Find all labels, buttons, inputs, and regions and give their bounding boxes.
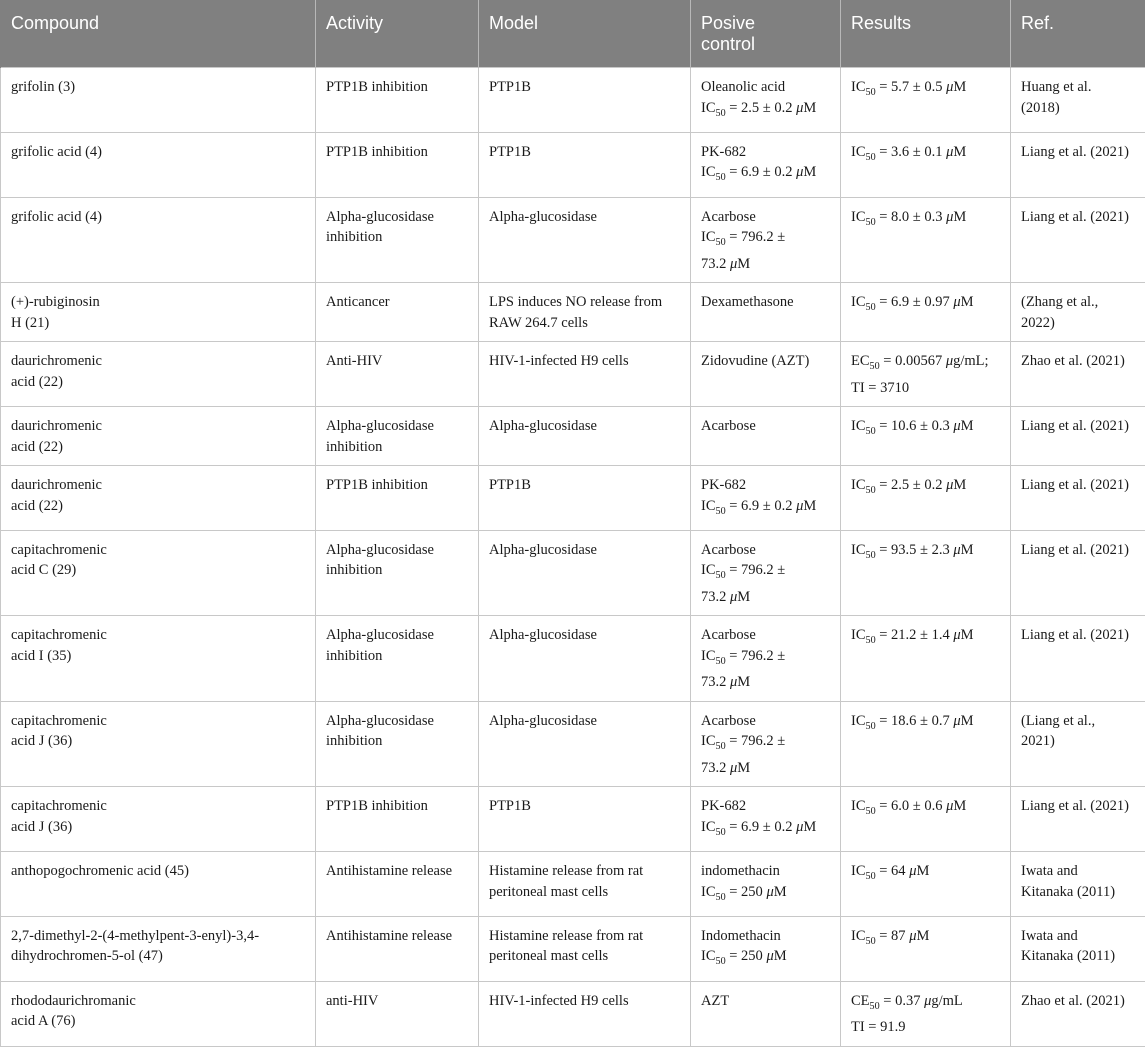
cell-ref: [1011, 466, 1145, 531]
cell-activity: [316, 916, 479, 981]
cell-activity-line: inhibition: [326, 227, 470, 248]
cell-ref-line: Liang et al. (2021): [1021, 625, 1137, 646]
table-row: [1, 68, 1145, 133]
cell-activity-line: Anti-HIV: [326, 351, 470, 372]
header-activity: Activity: [316, 0, 479, 68]
cell-ref-line: (Liang et al.,: [1021, 711, 1137, 732]
cell-activity: [316, 342, 479, 407]
cell-model-line: Alpha-glucosidase: [489, 207, 682, 228]
cell-results: [841, 701, 1011, 786]
cell-activity-line: Alpha-glucosidase: [326, 711, 470, 732]
table-row: [1, 787, 1145, 852]
cell-model: [479, 407, 691, 466]
cell-positive-control: [691, 68, 841, 133]
cell-positive-control-line: 73.2 μM: [701, 587, 832, 608]
cell-results: [841, 132, 1011, 197]
cell-results: [841, 616, 1011, 701]
cell-model-line: Alpha-glucosidase: [489, 711, 682, 732]
cell-model: [479, 916, 691, 981]
cell-positive-control-line: Dexamethasone: [701, 292, 832, 313]
cell-model: [479, 530, 691, 615]
cell-activity: [316, 616, 479, 701]
cell-compound: [1, 68, 316, 133]
cell-ref-line: Iwata and: [1021, 926, 1137, 947]
cell-compound-line: anthopogochromenic acid (45): [11, 861, 307, 882]
cell-results: [841, 787, 1011, 852]
cell-compound-line: 2,7-dimethyl-2-(4-methylpent-3-enyl)-3,4-: [11, 926, 307, 947]
cell-compound-line: grifolic acid (4): [11, 207, 307, 228]
cell-ref-line: Liang et al. (2021): [1021, 475, 1137, 496]
cell-model: [479, 616, 691, 701]
cell-positive-control: [691, 132, 841, 197]
table-body: [1, 68, 1145, 1047]
cell-positive-control: [691, 981, 841, 1046]
cell-positive-control-line: $IC_{50} = 6.9 \pm 0.2$ μM: [701, 817, 832, 843]
cell-ref-line: 2022): [1021, 313, 1137, 334]
cell-compound-line: acid J (36): [11, 731, 307, 752]
cell-positive-control-line: Acarbose: [701, 416, 832, 437]
cell-positive-control-line: PK-682: [701, 475, 832, 496]
cell-positive-control-line: AZT: [701, 991, 832, 1012]
cell-ref-line: Liang et al. (2021): [1021, 142, 1137, 163]
table-row: [1, 283, 1145, 342]
cell-results-line: $IC_{50} = 21.2 \pm 1.4$ μM: [851, 625, 1002, 651]
cell-results-line: $IC_{50} = 2.5 \pm 0.2$ μM: [851, 475, 1002, 501]
cell-results-line: $CE_{50} = 0.37$ μg/mL: [851, 991, 1002, 1017]
cell-ref: [1011, 197, 1145, 282]
cell-positive-control: [691, 530, 841, 615]
cell-compound-line: capitachromenic: [11, 796, 307, 817]
cell-ref-line: Zhao et al. (2021): [1021, 991, 1137, 1012]
cell-model: [479, 787, 691, 852]
cell-activity: [316, 197, 479, 282]
cell-results: [841, 530, 1011, 615]
cell-positive-control: [691, 916, 841, 981]
cell-positive-control: [691, 466, 841, 531]
cell-compound: [1, 787, 316, 852]
cell-results-line: $IC_{50} = 18.6 \pm 0.7$ μM: [851, 711, 1002, 737]
cell-ref: [1011, 342, 1145, 407]
cell-compound-line: acid J (36): [11, 817, 307, 838]
cell-compound: [1, 466, 316, 531]
cell-activity-line: anti-HIV: [326, 991, 470, 1012]
cell-activity: [316, 852, 479, 917]
cell-activity-line: Alpha-glucosidase: [326, 207, 470, 228]
cell-ref: [1011, 68, 1145, 133]
cell-model: [479, 342, 691, 407]
cell-positive-control-line: Oleanolic acid: [701, 77, 832, 98]
cell-positive-control-line: $IC_{50} = 250$ μM: [701, 946, 832, 972]
cell-compound-line: acid (22): [11, 437, 307, 458]
cell-model-line: LPS induces NO release from: [489, 292, 682, 313]
table-row: [1, 530, 1145, 615]
cell-model-line: Alpha-glucosidase: [489, 416, 682, 437]
cell-positive-control-line: $IC_{50} = 2.5 \pm 0.2$ μM: [701, 98, 832, 124]
header-model: Model: [479, 0, 691, 68]
cell-model-line: PTP1B: [489, 796, 682, 817]
header-positive-control-line: control: [701, 34, 832, 55]
cell-positive-control-line: $IC_{50} = 796.2$ ±: [701, 646, 832, 672]
cell-positive-control: [691, 787, 841, 852]
cell-activity-line: PTP1B inhibition: [326, 142, 470, 163]
table-row: [1, 916, 1145, 981]
cell-positive-control: [691, 283, 841, 342]
cell-positive-control: [691, 407, 841, 466]
cell-results-line: $IC_{50} = 3.6 \pm 0.1$ μM: [851, 142, 1002, 168]
table-row: [1, 466, 1145, 531]
cell-results: [841, 68, 1011, 133]
cell-ref: [1011, 787, 1145, 852]
cell-ref-line: Liang et al. (2021): [1021, 796, 1137, 817]
cell-positive-control: [691, 197, 841, 282]
table-row: [1, 132, 1145, 197]
cell-compound-line: acid C (29): [11, 560, 307, 581]
cell-compound-line: capitachromenic: [11, 625, 307, 646]
cell-model-line: PTP1B: [489, 142, 682, 163]
cell-positive-control: [691, 701, 841, 786]
cell-compound-line: (+)-rubiginosin: [11, 292, 307, 313]
cell-results: [841, 916, 1011, 981]
cell-compound-line: H (21): [11, 313, 307, 334]
cell-activity-line: Alpha-glucosidase: [326, 540, 470, 561]
cell-positive-control-line: $IC_{50} = 250$ μM: [701, 882, 832, 908]
table-header: [1, 0, 1145, 68]
cell-compound-line: daurichromenic: [11, 351, 307, 372]
cell-results-line: $IC_{50} = 6.9 \pm 0.97$ μM: [851, 292, 1002, 318]
cell-compound: [1, 342, 316, 407]
cell-results: [841, 852, 1011, 917]
cell-positive-control-line: Acarbose: [701, 711, 832, 732]
table-row: [1, 197, 1145, 282]
cell-results-line: $IC_{50} = 93.5 \pm 2.3$ μM: [851, 540, 1002, 566]
cell-results-line: $IC_{50} = 8.0 \pm 0.3$ μM: [851, 207, 1002, 233]
cell-model-line: Alpha-glucosidase: [489, 540, 682, 561]
cell-compound-line: daurichromenic: [11, 475, 307, 496]
cell-positive-control-line: Acarbose: [701, 207, 832, 228]
header-row: [1, 0, 1145, 68]
cell-results: [841, 342, 1011, 407]
cell-activity-line: inhibition: [326, 560, 470, 581]
cell-positive-control-line: Zidovudine (AZT): [701, 351, 832, 372]
cell-activity-line: Antihistamine release: [326, 861, 470, 882]
cell-results: [841, 466, 1011, 531]
cell-ref: [1011, 132, 1145, 197]
table-row: [1, 981, 1145, 1046]
cell-model-line: RAW 264.7 cells: [489, 313, 682, 334]
cell-positive-control-line: Acarbose: [701, 625, 832, 646]
table-row: [1, 616, 1145, 701]
cell-activity-line: PTP1B inhibition: [326, 475, 470, 496]
cell-positive-control-line: 73.2 μM: [701, 672, 832, 693]
cell-activity: [316, 701, 479, 786]
cell-activity-line: inhibition: [326, 437, 470, 458]
cell-compound: [1, 197, 316, 282]
table-row: [1, 852, 1145, 917]
cell-model: [479, 132, 691, 197]
cell-ref-line: 2021): [1021, 731, 1137, 752]
cell-compound: [1, 530, 316, 615]
cell-activity-line: Antihistamine release: [326, 926, 470, 947]
table-row: [1, 701, 1145, 786]
cell-ref-line: Liang et al. (2021): [1021, 540, 1137, 561]
cell-activity-line: inhibition: [326, 731, 470, 752]
cell-activity: [316, 981, 479, 1046]
cell-compound: [1, 916, 316, 981]
table-row: [1, 407, 1145, 466]
cell-compound-line: acid A (76): [11, 1011, 307, 1032]
cell-positive-control-line: PK-682: [701, 142, 832, 163]
header-compound: Compound: [1, 0, 316, 68]
cell-results: [841, 283, 1011, 342]
cell-activity: [316, 68, 479, 133]
cell-results-line: $IC_{50} = 10.6 \pm 0.3$ μM: [851, 416, 1002, 442]
cell-activity: [316, 787, 479, 852]
cell-activity-line: Anticancer: [326, 292, 470, 313]
cell-model: [479, 68, 691, 133]
cell-compound-line: acid (22): [11, 496, 307, 517]
cell-results-line: $IC_{50} = 5.7 \pm 0.5$ μM: [851, 77, 1002, 103]
cell-activity-line: Alpha-glucosidase: [326, 625, 470, 646]
cell-ref: [1011, 916, 1145, 981]
cell-compound-line: capitachromenic: [11, 540, 307, 561]
cell-model: [479, 466, 691, 531]
header-positive-control-line: Posive: [701, 13, 832, 34]
cell-ref-line: (Zhang et al.,: [1021, 292, 1137, 313]
cell-ref-line: Huang et al.: [1021, 77, 1137, 98]
cell-activity: [316, 132, 479, 197]
cell-compound-line: acid I (35): [11, 646, 307, 667]
cell-results-line: TI = 3710: [851, 378, 1002, 399]
cell-compound: [1, 283, 316, 342]
cell-results: [841, 197, 1011, 282]
cell-ref: [1011, 701, 1145, 786]
cell-results-line: $IC_{50} = 87$ μM: [851, 926, 1002, 952]
cell-ref: [1011, 616, 1145, 701]
cell-ref-line: Liang et al. (2021): [1021, 207, 1137, 228]
header-positive-control: [691, 0, 841, 68]
cell-ref: [1011, 530, 1145, 615]
cell-compound: [1, 407, 316, 466]
cell-model: [479, 197, 691, 282]
cell-activity: [316, 530, 479, 615]
cell-activity: [316, 407, 479, 466]
cell-activity-line: inhibition: [326, 646, 470, 667]
cell-ref: [1011, 981, 1145, 1046]
cell-compound-line: daurichromenic: [11, 416, 307, 437]
cell-results-line: $IC_{50} = 64$ μM: [851, 861, 1002, 887]
cell-positive-control-line: $IC_{50} = 6.9 \pm 0.2$ μM: [701, 162, 832, 188]
cell-results-line: $EC_{50} = 0.00567$ μg/mL;: [851, 351, 1002, 377]
cell-model: [479, 852, 691, 917]
cell-compound-line: capitachromenic: [11, 711, 307, 732]
cell-ref-line: Zhao et al. (2021): [1021, 351, 1137, 372]
cell-ref-line: (2018): [1021, 98, 1137, 119]
cell-model-line: peritoneal mast cells: [489, 882, 682, 903]
cell-results-line: $IC_{50} = 6.0 \pm 0.6$ μM: [851, 796, 1002, 822]
cell-model-line: Histamine release from rat: [489, 861, 682, 882]
cell-compound-line: dihydrochromen-5-ol (47): [11, 946, 307, 967]
cell-ref: [1011, 852, 1145, 917]
cell-positive-control-line: $IC_{50} = 796.2$ ±: [701, 731, 832, 757]
cell-compound: [1, 616, 316, 701]
cell-compound-line: grifolin (3): [11, 77, 307, 98]
cell-model-line: HIV-1-infected H9 cells: [489, 991, 682, 1012]
cell-model-line: PTP1B: [489, 475, 682, 496]
cell-ref-line: Iwata and: [1021, 861, 1137, 882]
cell-compound-line: acid (22): [11, 372, 307, 393]
cell-positive-control: [691, 852, 841, 917]
cell-activity-line: PTP1B inhibition: [326, 77, 470, 98]
cell-model: [479, 283, 691, 342]
cell-model-line: HIV-1-infected H9 cells: [489, 351, 682, 372]
cell-model-line: Histamine release from rat: [489, 926, 682, 947]
cell-compound: [1, 132, 316, 197]
header-results: Results: [841, 0, 1011, 68]
cell-results: [841, 981, 1011, 1046]
cell-compound: [1, 852, 316, 917]
cell-results-line: TI = 91.9: [851, 1017, 1002, 1038]
cell-activity-line: Alpha-glucosidase: [326, 416, 470, 437]
cell-model-line: PTP1B: [489, 77, 682, 98]
table-row: [1, 342, 1145, 407]
cell-compound: [1, 981, 316, 1046]
cell-activity: [316, 466, 479, 531]
cell-compound-line: rhododaurichromanic: [11, 991, 307, 1012]
cell-results: [841, 407, 1011, 466]
cell-positive-control-line: $IC_{50} = 6.9 \pm 0.2$ μM: [701, 496, 832, 522]
cell-positive-control-line: $IC_{50} = 796.2$ ±: [701, 560, 832, 586]
cell-ref-line: Liang et al. (2021): [1021, 416, 1137, 437]
cell-ref-line: Kitanaka (2011): [1021, 882, 1137, 903]
cell-ref-line: Kitanaka (2011): [1021, 946, 1137, 967]
cell-model: [479, 981, 691, 1046]
cell-ref: [1011, 407, 1145, 466]
cell-positive-control: [691, 342, 841, 407]
cell-activity-line: PTP1B inhibition: [326, 796, 470, 817]
cell-positive-control-line: Indomethacin: [701, 926, 832, 947]
cell-model: [479, 701, 691, 786]
cell-activity: [316, 283, 479, 342]
cell-compound-line: grifolic acid (4): [11, 142, 307, 163]
cell-positive-control-line: PK-682: [701, 796, 832, 817]
cell-positive-control-line: Acarbose: [701, 540, 832, 561]
cell-ref: [1011, 283, 1145, 342]
cell-model-line: peritoneal mast cells: [489, 946, 682, 967]
cell-positive-control-line: indomethacin: [701, 861, 832, 882]
cell-model-line: Alpha-glucosidase: [489, 625, 682, 646]
cell-positive-control: [691, 616, 841, 701]
cell-positive-control-line: 73.2 μM: [701, 758, 832, 779]
cell-positive-control-line: 73.2 μM: [701, 254, 832, 275]
cell-compound: [1, 701, 316, 786]
header-ref: Ref.: [1011, 0, 1145, 68]
cell-positive-control-line: $IC_{50} = 796.2$ ±: [701, 227, 832, 253]
